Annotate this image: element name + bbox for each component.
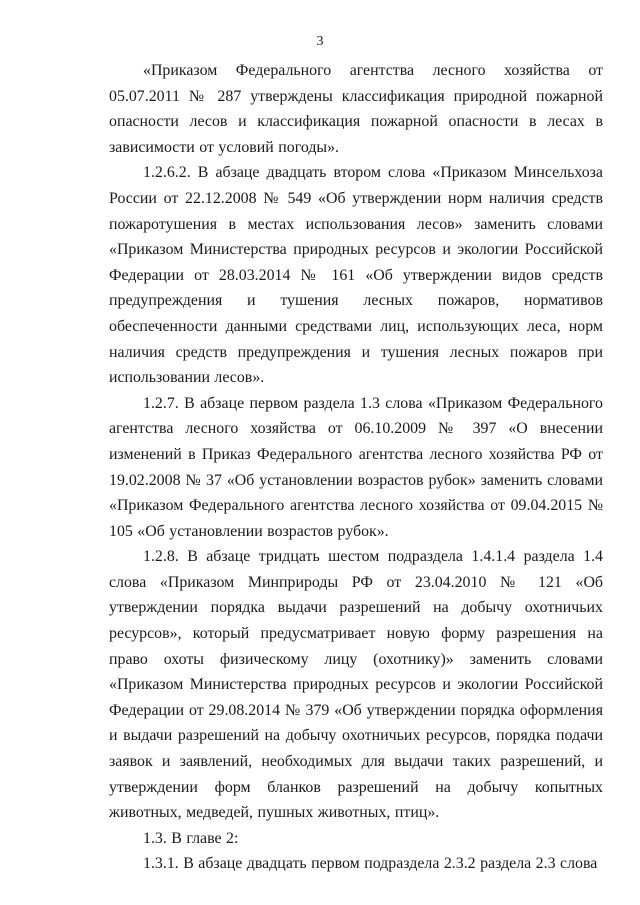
paragraph-1-2-7: 1.2.7. В абзаце первом раздела 1.3 слова «Приказом Федерального агентства лесного хозяйства от 06.10.2009 № 397 «О внесении изменений в Приказ Федерального агентства лесного хозяйства РФ от 19.02.2008 № 37 «Об установлении возрастов рубок» заменить словами «Приказом Федерального агентства лесного хозяйства от 09.04.2015 № 105 «Об установлении возрастов рубок». [109, 394, 603, 540]
document-body [109, 58, 603, 877]
paragraph-quote-order-287: «Приказом Федерального агентства лесного хозяйства от 05.07.2011 № 287 утверждены классификация природной пожарной опасности лесов и классификация пожарной опасности в лесах в зависимости от условий погоды». [109, 62, 603, 156]
paragraph-1-3-1: 1.3.1. В абзаце двадцать первом подраздела 2.3.2 раздела 2.3 слова [143, 855, 598, 873]
page-number: 3 [316, 34, 324, 49]
paragraph-1-3: 1.3. В главе 2: [143, 829, 239, 847]
paragraph-1-2-6-2: 1.2.6.2. В абзаце двадцать втором слова «Приказом Минсельхоза России от 22.12.2008 № 549 «Об утверждении норм наличия средств пожаротушения в местах использования лесов» заменить словами «Приказом Министерства природных ресурсов и экологии Российской Федерации от 28.03.2014 № 161 «Об утверждении видов средств предупреждения и тушения лесных пожаров, нормативов обеспеченности данными средствами лиц, использующих леса, норм наличия средств предупреждения и тушения лесных пожаров при использовании лесов». [109, 164, 603, 387]
paragraph-1-2-8: 1.2.8. В абзаце тридцать шестом подраздела 1.4.1.4 раздела 1.4 слова «Приказом Минприроды РФ от 23.04.2010 № 121 «Об утверждении порядка выдачи разрешений на добычу охотничьих ресурсов», который предусматривает новую форму разрешения на право охоты физическому лицу (охотнику)» заменить словами «Приказом Министерства природных ресурсов и экологии Российской Федерации от 29.08.2014 № 379 «Об утверждении порядка оформления и выдачи разрешений на добычу охотничьих ресурсов, порядка подачи заявок и заявлений, необходимых для выдачи таких разрешений, и утверждении форм бланков разрешений на добычу копытных животных, медведей, пушных животных, птиц». [109, 548, 603, 822]
